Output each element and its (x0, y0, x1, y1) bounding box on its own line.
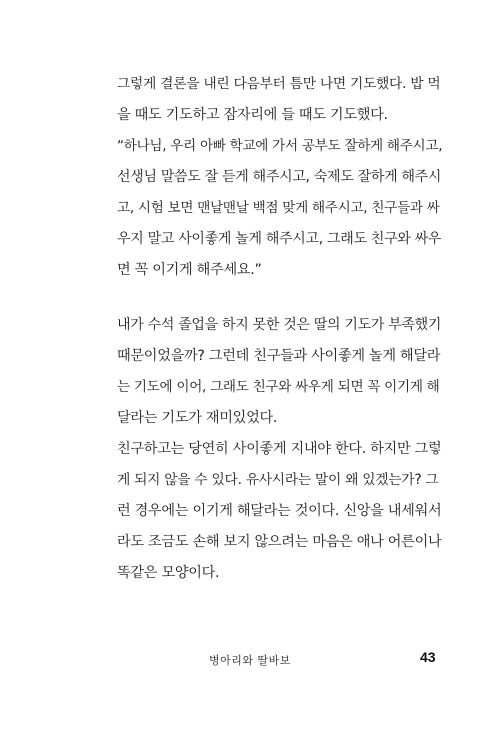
text-line: 을 때도 기도하고 잠자리에 들 때도 기도했다. (117, 107, 388, 123)
text-line: 그렇게 결론을 내린 다음부터 틈만 나면 기도했다. 밥 먹 (117, 76, 441, 92)
text-line: 고, 시험 보면 맨날맨날 백점 맞게 해주시고, 친구들과 싸 (117, 200, 440, 216)
text-line: 친구하고는 당연히 사이좋게 지내야 한다. 하지만 그렇 (117, 441, 442, 457)
text-line: 우지 말고 사이좋게 놀게 해주시고, 그래도 친구와 싸우 (117, 231, 442, 247)
text-line: 면 꼭 이기게 해주세요.” (117, 262, 262, 278)
text-line: 게 되지 않을 수 있다. 유사시라는 말이 왜 있겠는가? 그 (117, 472, 439, 488)
text-line: 런 경우에는 이기게 해달라는 것이다. 신앙을 내세워서 (117, 503, 442, 519)
running-footer-title: 병아리와 딸바보 (209, 654, 291, 667)
paragraph-prayer (117, 69, 442, 286)
text-line: 때문이었을까? 그런데 친구들과 사이좋게 놀게 해달라 (117, 348, 441, 364)
text-line: 내가 수석 졸업을 하지 못한 것은 딸의 기도가 부족했기 (117, 317, 442, 333)
text-line: 라도 조금도 손해 보지 않으려는 마음은 애나 어른이나 (117, 534, 442, 550)
text-line: 똑같은 모양이다. (117, 565, 220, 581)
text-line: “하나님, 우리 아빠 학교에 가서 공부도 잘하게 해주시고, (117, 138, 443, 154)
text-line: 달라는 기도가 재미있었다. (117, 410, 278, 426)
page-number: 43 (420, 649, 436, 665)
text-line: 는 기도에 이어, 그래도 친구와 싸우게 되면 꼭 이기게 해 (117, 379, 440, 395)
text-line: 선생님 말씀도 잘 듣게 해주시고, 숙제도 잘하게 해주시 (117, 169, 442, 185)
paragraph-reflection (117, 310, 442, 589)
